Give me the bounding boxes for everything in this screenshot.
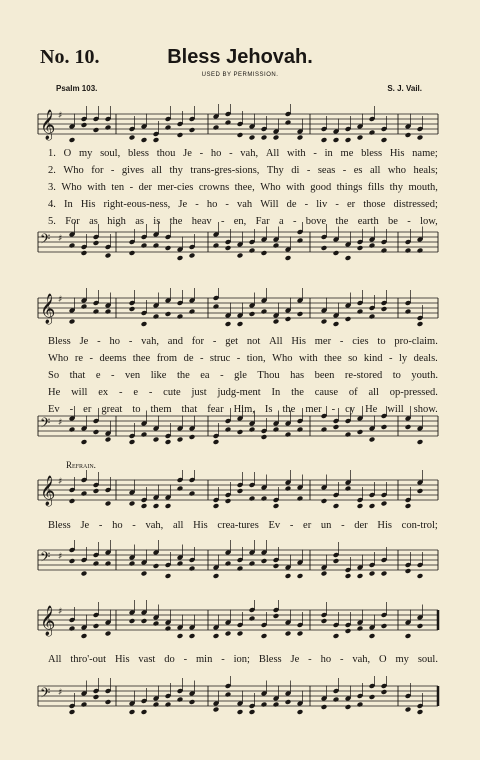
svg-text:𝄞: 𝄞 — [40, 606, 56, 636]
svg-text:𝄞: 𝄞 — [40, 476, 56, 506]
verse-line-1-4: 4. In His right-eous-ness, Je - ho - vah Will de - liv - er those distressed; — [48, 199, 438, 210]
svg-text:♯: ♯ — [58, 477, 63, 487]
svg-text:𝄢: 𝄢 — [40, 231, 51, 250]
verse-line-1-5: 5. For as high as is the heav - en, Far a - bove the earth be - low, — [48, 216, 438, 227]
treble-staff-4 — [0, 600, 480, 646]
bass-staff-4 — [0, 676, 480, 722]
composer-name: S. J. Vail. — [387, 84, 422, 93]
verse-line-2-1: Bless Je - ho - vah, and for - get not All His mer - cies to pro-claim. — [48, 336, 438, 347]
svg-text:𝄢: 𝄢 — [40, 415, 51, 434]
verse-line-1-3: 3. Who with ten - der mer-cies crowns thee, Who with good things fills thy mouth, — [48, 182, 438, 193]
bass-staff-3 — [0, 540, 480, 586]
refrain-line-2: All thro'-out His vast do - min - ion; Bless Je - ho - vah, O my soul. — [48, 654, 438, 665]
bass-staff-1 — [0, 222, 480, 268]
svg-text:♯: ♯ — [58, 607, 63, 617]
refrain-line-1: Bless Je - ho - vah, all His crea-tures Ev - er un - der His con-trol; — [48, 520, 438, 531]
treble-staff-3 — [0, 470, 480, 516]
verse-line-2-2: Who re - deems thee from de - struc - tion, Who with thee so kind - ly deals. — [48, 353, 438, 364]
svg-text:𝄢: 𝄢 — [40, 549, 51, 568]
hymn-number: No. 10. — [40, 46, 100, 68]
svg-text:𝄞: 𝄞 — [40, 294, 56, 324]
treble-staff-2 — [0, 288, 480, 334]
refrain-label: Refrain. — [66, 460, 96, 470]
bass-staff-2 — [0, 406, 480, 452]
verse-line-1-1: 1. O my soul, bless thou Je - ho - vah, All with - in me bless His name; — [48, 148, 438, 159]
verse-line-2-3: So that e - ven like the ea - gle Thou has been re-stored to youth. — [48, 370, 438, 381]
verse-line-1-2: 2. Who for - gives all thy trans-gres-sions, Thy di - seas - es all who heals; — [48, 165, 438, 176]
hymn-title: Bless Jehovah. — [167, 46, 313, 68]
psalm-reference: Psalm 103. — [56, 84, 98, 93]
svg-text:♯: ♯ — [58, 688, 63, 698]
svg-text:𝄢: 𝄢 — [40, 685, 51, 704]
svg-text:♯: ♯ — [58, 552, 63, 562]
svg-text:♯: ♯ — [58, 234, 63, 244]
verse-line-2-4: He will ex - e - cute just judg-ment In the cause of all op-pressed. — [48, 387, 438, 398]
svg-text:♯: ♯ — [58, 111, 63, 121]
permission-note: USED BY PERMISSION. — [201, 72, 279, 78]
treble-staff-1 — [0, 104, 480, 150]
svg-text:♯: ♯ — [58, 418, 63, 428]
verse-line-2-5: Ev - er great to them that fear Him, Is the mer - cy He will show. — [48, 404, 438, 415]
svg-text:𝄞: 𝄞 — [40, 110, 56, 140]
svg-text:♯: ♯ — [58, 295, 63, 305]
